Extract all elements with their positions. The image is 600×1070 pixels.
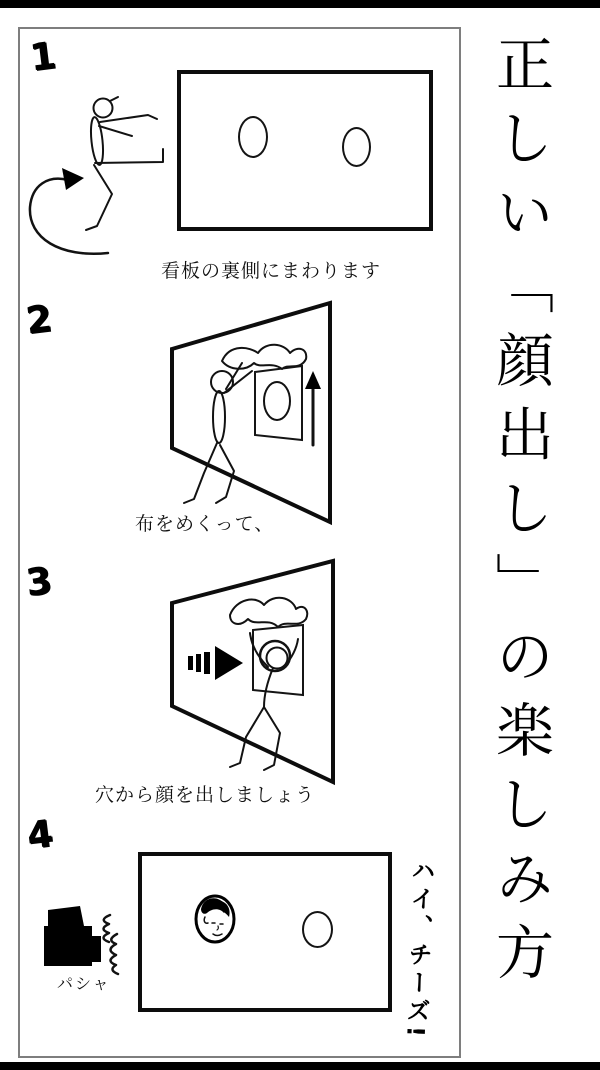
face-through-hole-scene-icon	[160, 555, 345, 790]
step3-number: 3	[23, 558, 55, 605]
camera-icon	[38, 902, 130, 980]
face-in-hole-icon	[193, 893, 237, 945]
face-hole-left-icon	[238, 116, 268, 158]
say-cheese-speech: ハイ、チーズ!	[401, 857, 436, 1042]
step2-number: 2	[23, 296, 55, 343]
shutter-squiggle-icon	[111, 934, 119, 974]
step1-caption: 看板の裏側にまわります	[161, 260, 382, 282]
step2-caption: 布をめくって、	[135, 513, 275, 535]
signboard-front-icon	[138, 852, 392, 1012]
shutter-sound-label: パシャ	[57, 974, 111, 993]
step3-caption: 穴から顔を出しましょう	[95, 784, 316, 806]
turn-around-arrow-icon	[30, 179, 108, 254]
top-border-bar	[0, 0, 600, 8]
step4-number: 4	[24, 811, 56, 858]
lifting-cloth-scene-icon	[160, 295, 340, 535]
page-title: 正しい「顔出し」の楽しみ方	[486, 34, 554, 996]
signboard-back-icon	[172, 303, 330, 522]
signboard-front-icon	[177, 70, 433, 231]
shutter-squiggle-icon	[104, 915, 111, 942]
bottom-border-bar	[0, 1062, 600, 1070]
face-hole-right-icon	[342, 127, 371, 167]
step1-number: 1	[27, 33, 59, 80]
stick-figure-walking-icon	[20, 90, 180, 260]
face-hole-right-icon	[302, 911, 333, 948]
